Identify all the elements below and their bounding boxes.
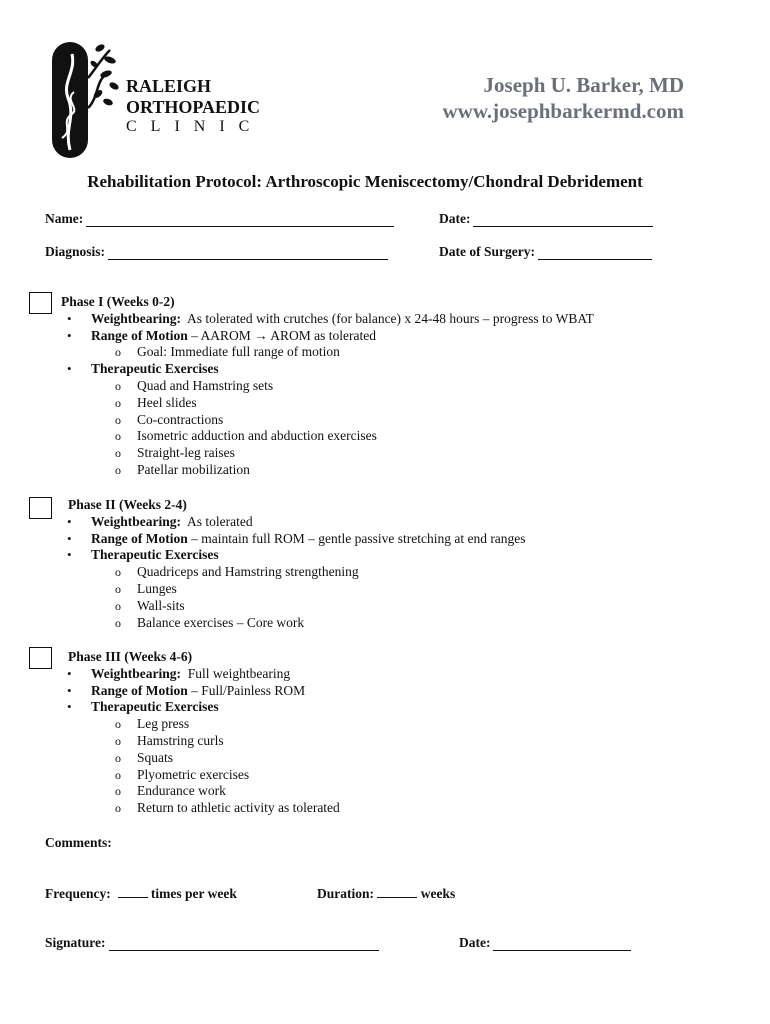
phase-3-checkbox[interactable]	[29, 647, 52, 669]
frequency-line[interactable]	[118, 885, 148, 898]
rom-text: – Full/Painless ROM	[191, 682, 306, 698]
rom-text: – maintain full ROM – gentle passive stretching at end ranges	[191, 530, 526, 546]
date-of-surgery-label: Date of Surgery:	[439, 244, 535, 259]
phase-3-section	[61, 649, 701, 817]
doctor-header	[443, 72, 685, 124]
diagnosis-line[interactable]	[108, 247, 388, 260]
weightbearing-label: Weightbearing:	[91, 310, 181, 326]
date-line[interactable]	[473, 214, 653, 227]
list-item: o Quad and Hamstring sets	[61, 378, 701, 395]
phase-2-checkbox[interactable]	[29, 497, 52, 519]
list-item: o Co-contractions	[61, 412, 701, 429]
weightbearing-label: Weightbearing:	[91, 513, 181, 529]
doctor-name: Joseph U. Barker, MD	[483, 73, 684, 97]
signature-field[interactable]	[45, 935, 379, 951]
clinic-logo-icon	[50, 38, 120, 160]
phase-3-weightbearing	[61, 666, 701, 683]
document-title: Rehabilitation Protocol: Arthroscopic Meniscectomy/Chondral Debridement	[87, 172, 643, 191]
list-item: o Squats	[61, 750, 701, 767]
list-item: o Return to athletic activity as tolerated	[61, 800, 701, 817]
duration-unit: weeks	[420, 886, 456, 901]
weightbearing-text: As tolerated with crutches (for balance) x 24-48 hours – progress to WBAT	[187, 310, 594, 326]
list-item: o Leg press	[61, 716, 701, 733]
list-item: o Wall-sits	[61, 598, 701, 615]
exercises-label: Therapeutic Exercises	[91, 547, 219, 563]
duration-label: Duration:	[317, 886, 374, 901]
frequency-field[interactable]	[45, 885, 237, 902]
doctor-website: www.josephbarkermd.com	[442, 99, 684, 123]
clinic-name	[126, 76, 260, 118]
name-label: Name:	[45, 211, 84, 226]
frequency-unit: times per week	[150, 886, 237, 901]
phase-1-weightbearing	[61, 311, 701, 328]
list-item: o Plyometric exercises	[61, 767, 701, 784]
date-label: Date:	[439, 211, 471, 226]
list-item: o Quadriceps and Hamstring strengthening	[61, 564, 701, 581]
phase-2-rom	[61, 531, 701, 548]
diagnosis-field[interactable]	[45, 244, 388, 260]
list-item: o Endurance work	[61, 783, 701, 800]
phase-2-section	[61, 497, 701, 631]
comments-label: Comments:	[45, 835, 112, 850]
phase-2-exercises	[61, 547, 701, 564]
clinic-line1: RALEIGH	[126, 76, 212, 96]
phase-1-rom	[61, 328, 701, 345]
rom-label: Range of Motion	[91, 327, 188, 343]
weightbearing-label: Weightbearing:	[91, 665, 181, 681]
frequency-label: Frequency:	[45, 886, 111, 901]
list-item: o Lunges	[61, 581, 701, 598]
list-item: o Balance exercises – Core work	[61, 615, 701, 632]
phase-3-title: Phase III (Weeks 4-6)	[68, 649, 193, 664]
duration-line[interactable]	[377, 885, 417, 898]
diagnosis-label: Diagnosis:	[45, 244, 106, 259]
rom-text: – AAROM → AROM as tolerated	[191, 327, 376, 343]
footer-date-line[interactable]	[493, 938, 631, 951]
phase-1-section	[61, 294, 701, 479]
phase-1-checkbox[interactable]	[29, 292, 52, 314]
exercises-label: Therapeutic Exercises	[91, 699, 219, 715]
list-item: o Patellar mobilization	[61, 462, 701, 479]
list-item: o Goal: Immediate full range of motion	[61, 344, 701, 361]
date-of-surgery-field[interactable]	[439, 244, 652, 260]
phase-3-exercises	[61, 699, 701, 716]
duration-field[interactable]	[317, 885, 455, 902]
date-of-surgery-line[interactable]	[538, 247, 652, 260]
phase-1-exercises	[61, 361, 701, 378]
footer-date-field[interactable]	[459, 935, 631, 951]
rom-label: Range of Motion	[91, 530, 188, 546]
name-field[interactable]	[45, 211, 394, 227]
list-item: o Isometric adduction and abduction exercises	[61, 428, 701, 445]
date-field[interactable]	[439, 211, 653, 227]
clinic-line2: ORTHOPAEDIC	[126, 97, 261, 117]
list-item: o Straight-leg raises	[61, 445, 701, 462]
phase-2-weightbearing	[61, 514, 701, 531]
weightbearing-text: As tolerated	[187, 513, 253, 529]
signature-line[interactable]	[109, 938, 379, 951]
exercises-label: Therapeutic Exercises	[91, 361, 219, 377]
rom-label: Range of Motion	[91, 682, 188, 698]
list-item: o Hamstring curls	[61, 733, 701, 750]
footer-date-label: Date:	[459, 935, 491, 950]
phase-3-rom	[61, 683, 701, 700]
list-item: o Heel slides	[61, 395, 701, 412]
name-line[interactable]	[86, 214, 394, 227]
phase-1-title: Phase I (Weeks 0-2)	[61, 294, 175, 309]
signature-label: Signature:	[45, 935, 106, 950]
clinic-line3: CLINIC	[126, 118, 264, 135]
phase-2-title: Phase II (Weeks 2-4)	[68, 497, 187, 512]
weightbearing-text: Full weightbearing	[187, 665, 291, 681]
